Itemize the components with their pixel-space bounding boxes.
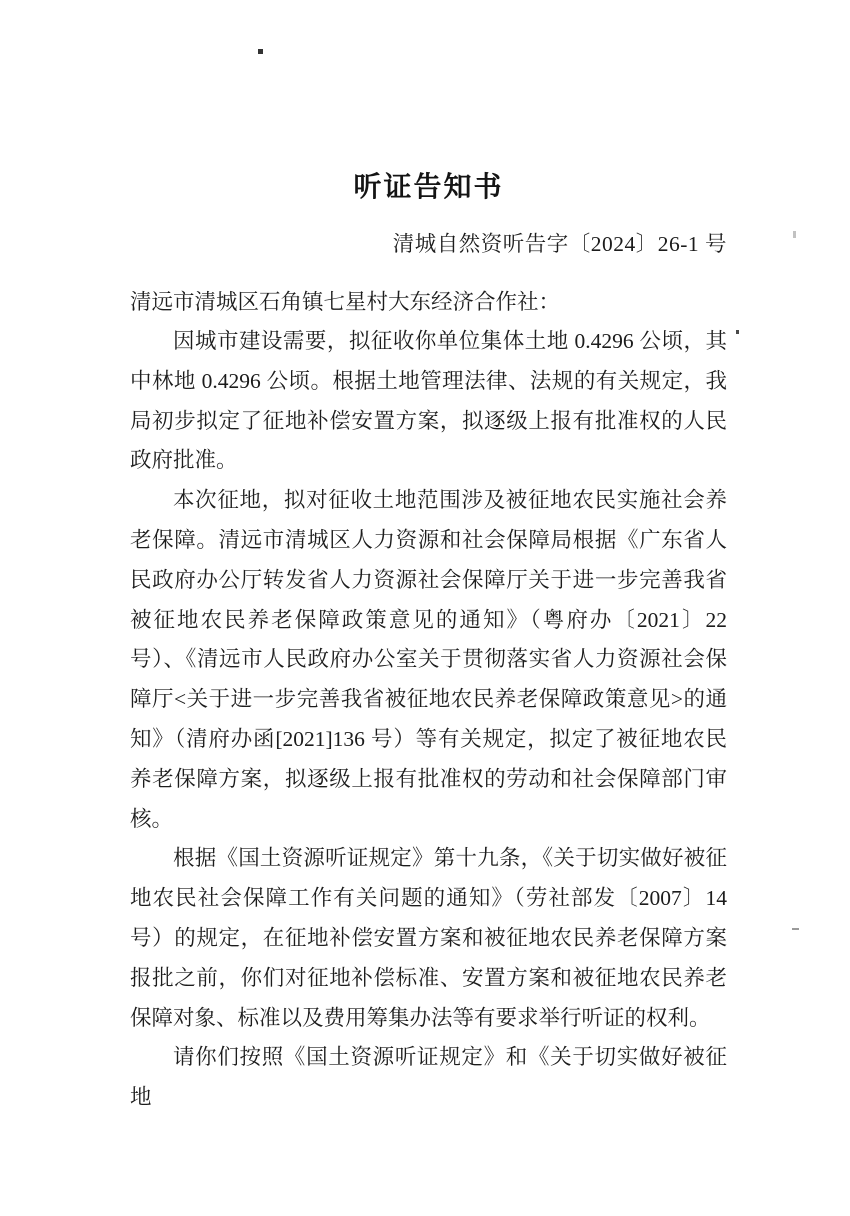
body-paragraph: 根据《国土资源听证规定》第十九条，《关于切实做好被征地农民社会保障工作有关问题的通知》（劳社部发〔2007〕14 号）的规定，在征地补偿安置方案和被征地农民养老保障方案报批之前，你们对征地补偿标准、安置方案和被征地农民养老保障对象、标准以及费用筹集办法等有要求举行听证的权利。 xyxy=(130,846,727,1030)
scan-speck xyxy=(793,231,796,238)
body-paragraph: 本次征地，拟对征收土地范围涉及被征地农民实施社会养老保障。清远市清城区人力资源和社会保障局根据《广东省人民政府办公厅转发省人力资源社会保障厅关于进一步完善我省被征地农民养老保障政策意见的通知》（粤府办〔2021〕22 号）、《清远市人民政府办公室关于贯彻落实省人力资源社会保障厅<关于进一步完善我省被征地农民养老保障政策意见>的通知》（清府办函[2021]136 号）等有关规定，拟定了被征地农民养老保障方案，拟逐级上报有批准权的劳动和社会保障部门审核。 xyxy=(130,488,727,831)
body-paragraph: 因城市建设需要，拟征收你单位集体土地 0.4296 公顷，其中林地 0.4296 公顷。根据土地管理法律、法规的有关规定，我局初步拟定了征地补偿安置方案，拟逐级上报有批准权的人民政府批准。 xyxy=(130,329,727,473)
scan-speck xyxy=(258,49,263,54)
addressee-line: 清远市清城区石角镇七星村大东经济合作社： xyxy=(130,290,561,314)
document-title: 听证告知书 xyxy=(353,171,504,202)
document-body xyxy=(130,322,727,1118)
body-paragraph: 请你们按照《国土资源听证规定》和《关于切实做好被征地 xyxy=(130,1045,727,1110)
scan-speck xyxy=(736,330,739,334)
scan-speck xyxy=(792,928,799,930)
document-reference-number: 清城自然资听告字〔2024〕26-1 号 xyxy=(392,232,727,256)
